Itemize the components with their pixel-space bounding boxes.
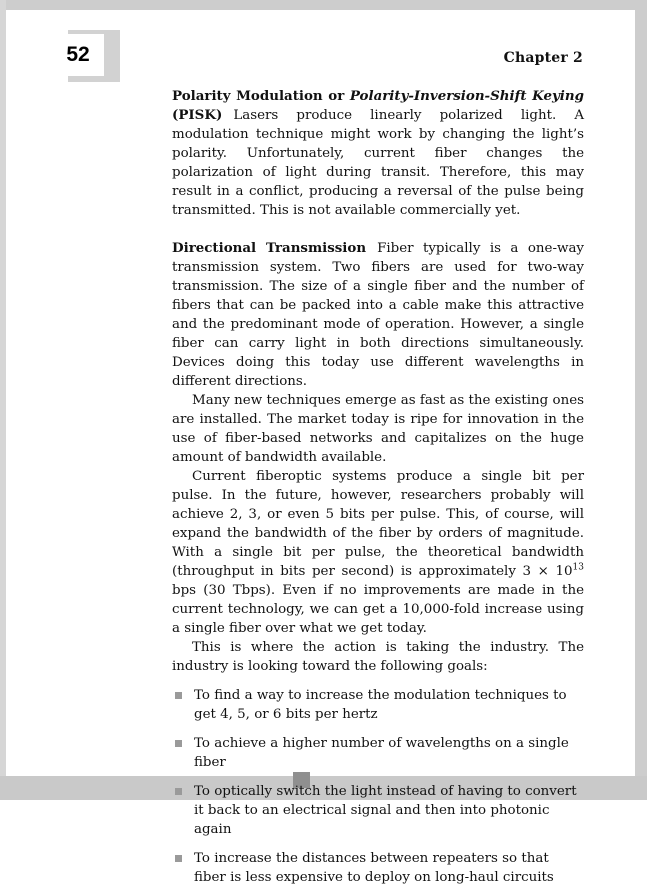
bullet-square-icon (175, 855, 182, 862)
bullet-square-icon (175, 740, 182, 747)
scan-edge-top (0, 0, 647, 10)
bullet-square-icon (175, 692, 182, 699)
page-number (52, 34, 104, 76)
list-item (172, 849, 584, 887)
pisk-heading-italic: Polarity-Inversion-Shift Keying (349, 88, 584, 104)
pisk-body-text: Lasers produce linearly polarized light. A modulation technique might work by changing the light’s polarity. Unfortunately, current fiber changes the polarization of light during transit. Therefore, this may result in a conflict, producing a reversal of the pulse being transmitted. This is not available commercially yet. (172, 108, 584, 218)
pisk-paragraph (172, 87, 584, 220)
paragraph-many-techniques: Many new techniques emerge as fast as the existing ones are installed. The market today is ripe for innovation in the use of fiber-based networks and capitalizes on the huge amount of bandwidth available. (172, 393, 584, 465)
pisk-heading-part1: Polarity Modulation or (172, 88, 350, 104)
goal-text: To increase the distances between repeaters so that fiber is less expensive to deploy on long-haul circuits (194, 851, 554, 885)
page-number-text: 52 (66, 43, 90, 66)
goal-text: To find a way to increase the modulation techniques to get 4, 5, or 6 bits per hertz (194, 688, 567, 722)
scan-edge-right (635, 0, 647, 800)
directional-body-text: Fiber typically is a one-way transmission system. Two fibers are used for two-way transmission. The size of a single fiber and the number of fibers that can be packed into a cable make this attractive and the predominant mode of operation. However, a single fiber can carry light in both directions simultaneously. Devices doing this today use different wavelengths in different directions. (172, 241, 584, 389)
chapter-heading: Chapter 2 (503, 50, 583, 66)
goals-list (172, 686, 584, 887)
pisk-heading-part2: (PISK) (172, 107, 223, 123)
directional-heading-bold: Directional Transmission (172, 240, 367, 256)
page-body (172, 87, 584, 887)
scan-edge-left (0, 0, 6, 800)
list-item (172, 686, 584, 724)
current-text-post: bps (30 Tbps). Even if no improvements are made in the current technology, we can get a 10,000-fold increase using a single fiber over what we get today. (172, 583, 584, 636)
list-item (172, 782, 584, 839)
exponent-superscript: 13 (572, 562, 584, 573)
goal-text: To achieve a higher number of wavelengths on a single fiber (194, 736, 569, 770)
current-text-pre: Current fiberoptic systems produce a single bit per pulse. In the future, however, researchers probably will achieve 2, 3, or even 5 bits per pulse. This, of course, will expand the bandwidth of the fiber by orders of magnitude. With a single bit per pulse, the theoretical bandwidth (throughput in bits per second) is approximately 3 × 10 (172, 469, 584, 579)
paragraph-current-fiberoptic (172, 467, 584, 638)
directional-paragraph (172, 239, 584, 391)
paragraph-industry-action: This is where the action is taking the industry. The industry is looking toward the following goals: (172, 640, 584, 674)
list-item (172, 734, 584, 772)
bullet-square-icon (175, 788, 182, 795)
goal-text: To optically switch the light instead of having to convert it back to an electrical signal and then into photonic again (194, 784, 577, 837)
